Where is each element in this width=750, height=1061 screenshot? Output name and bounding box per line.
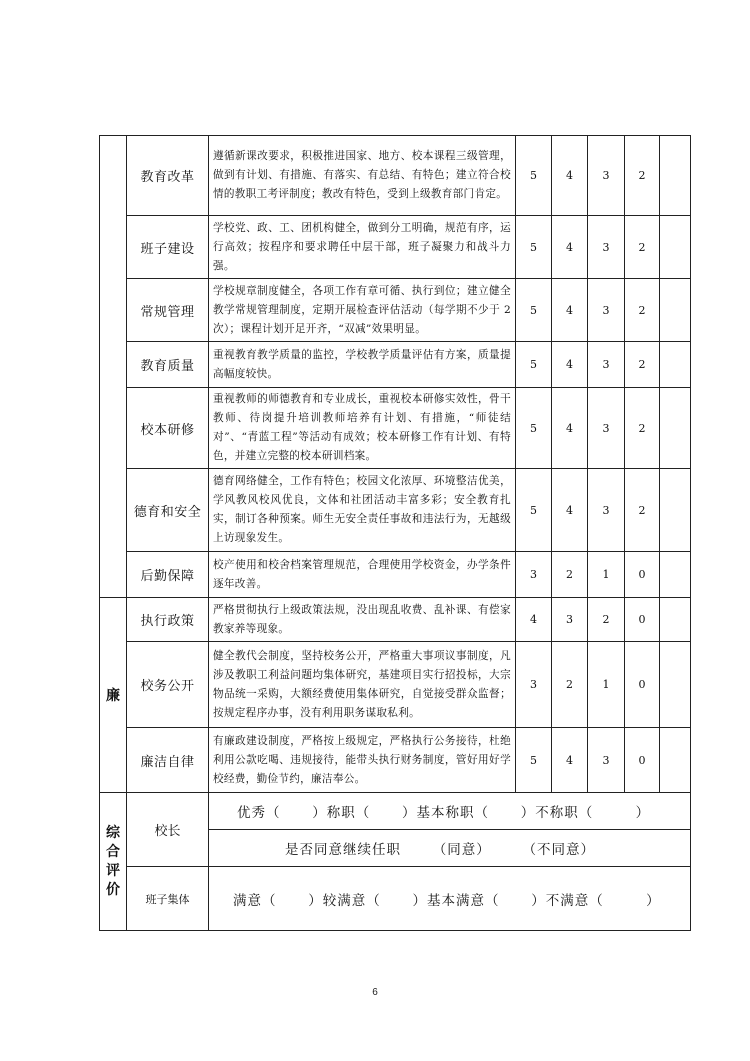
- table-row: [100, 216, 691, 279]
- item-name: 执行政策: [127, 598, 209, 642]
- table-row: [100, 552, 691, 598]
- score-good: 4: [552, 388, 588, 469]
- score-good: 4: [552, 279, 588, 342]
- score-poor: 0: [625, 728, 660, 793]
- evaluation-table: [99, 135, 691, 931]
- score-fair: 3: [588, 136, 625, 216]
- item-description: 遵循新课改要求，积极推进国家、地方、校本课程三级管理，做到有计划、有措施、有落实、有总结、有特色；建立符合校情的教职工考评制度；教改有特色，受到上级教育部门肯定。: [209, 136, 516, 216]
- blank-cell: [660, 342, 691, 388]
- score-poor: 2: [625, 388, 660, 469]
- blank-cell: [660, 642, 691, 728]
- score-fair: 1: [588, 552, 625, 598]
- blank-cell: [660, 279, 691, 342]
- item-name: 后勤保障: [127, 552, 209, 598]
- score-good: 2: [552, 642, 588, 728]
- blank-cell: [660, 136, 691, 216]
- score-excellent: 5: [516, 216, 552, 279]
- blank-cell: [660, 552, 691, 598]
- score-good: 4: [552, 216, 588, 279]
- team-rating-line: 满意（ ）较满意（ ）基本满意（ ）不满意（ ）: [209, 867, 691, 931]
- item-description: 健全教代会制度，坚持校务公开，严格重大事项议事制度，凡涉及教职工利益问题均集体研究，基建项目实行招投标，大宗物品统一采购，大额经费使用集体研究，自觉接受群众监督；按规定程序办事，没有利用职务谋取私利。: [209, 642, 516, 728]
- category-label-lian: 廉: [100, 598, 127, 793]
- score-poor: 2: [625, 469, 660, 552]
- table-row: [100, 136, 691, 216]
- item-name: 常规管理: [127, 279, 209, 342]
- item-description: 重视教师的师德教育和专业成长，重视校本研修实效性，骨干教师、待岗提升培训教师培养有计划、有措施，“师徒结对”、“青蓝工程”等活动有成效；校本研修工作有计划、有特色，并建立完整的校本研训档案。: [209, 388, 516, 469]
- item-description: 学校党、政、工、团机构健全，做到分工明确，规范有序，运行高效；按程序和要求聘任中层干部，班子凝聚力和战斗力强。: [209, 216, 516, 279]
- table-row: [100, 728, 691, 793]
- score-fair: 3: [588, 342, 625, 388]
- score-excellent: 4: [516, 598, 552, 642]
- item-description: 学校规章制度健全，各项工作有章可循、执行到位；建立健全教学常规管理制度，定期开展检查评估活动（每学期不少于 2 次）；课程计划开足开齐，“双减”效果明显。: [209, 279, 516, 342]
- item-name: 校务公开: [127, 642, 209, 728]
- score-excellent: 3: [516, 642, 552, 728]
- score-poor: 2: [625, 136, 660, 216]
- blank-cell: [660, 388, 691, 469]
- table-row: [100, 793, 691, 830]
- table-row: [100, 642, 691, 728]
- team-label: 班子集体: [127, 867, 209, 931]
- score-fair: 3: [588, 388, 625, 469]
- score-fair: 3: [588, 216, 625, 279]
- table-row: [100, 279, 691, 342]
- score-fair: 3: [588, 469, 625, 552]
- score-excellent: 5: [516, 388, 552, 469]
- score-excellent: 3: [516, 552, 552, 598]
- score-good: 2: [552, 552, 588, 598]
- category-label-evaluation: [100, 793, 127, 931]
- item-description: 重视教育教学质量的监控，学校教学质量评估有方案，质量提高幅度较快。: [209, 342, 516, 388]
- item-name: 班子建设: [127, 216, 209, 279]
- table-row: [100, 598, 691, 642]
- blank-cell: [660, 469, 691, 552]
- score-good: 4: [552, 469, 588, 552]
- blank-cell: [660, 598, 691, 642]
- item-name: 校本研修: [127, 388, 209, 469]
- category-cell-blank: [100, 136, 127, 598]
- blank-cell: [660, 728, 691, 793]
- principal-rating-line: 优秀（ ）称职（ ）基本称职（ ）不称职（ ）: [209, 793, 691, 830]
- score-excellent: 5: [516, 469, 552, 552]
- reappointment-line: 是否同意继续任职 （同意） （不同意）: [209, 830, 691, 867]
- table-row: [100, 388, 691, 469]
- item-description: 校产使用和校舍档案管理规范，合理使用学校资金，办学条件逐年改善。: [209, 552, 516, 598]
- item-name: 德育和安全: [127, 469, 209, 552]
- item-description: 德育网络健全，工作有特色；校园文化浓厚、环境整洁优美，学风教风校风优良，文体和社团活动丰富多彩；安全教育扎实，制订各种预案。师生无安全责任事故和违法行为，无越级上访现象发生。: [209, 469, 516, 552]
- score-fair: 3: [588, 728, 625, 793]
- score-fair: 2: [588, 598, 625, 642]
- category-label-text: 综合评价: [106, 824, 120, 898]
- score-poor: 2: [625, 342, 660, 388]
- item-name: 廉洁自律: [127, 728, 209, 793]
- score-poor: 2: [625, 216, 660, 279]
- score-fair: 1: [588, 642, 625, 728]
- score-poor: 0: [625, 552, 660, 598]
- page-number: 6: [372, 987, 378, 998]
- score-good: 4: [552, 728, 588, 793]
- principal-label: 校长: [127, 793, 209, 867]
- score-poor: 2: [625, 279, 660, 342]
- score-good: 4: [552, 136, 588, 216]
- blank-cell: [660, 216, 691, 279]
- table-row: [100, 469, 691, 552]
- score-poor: 0: [625, 642, 660, 728]
- item-description: 有廉政建设制度，严格按上级规定，严格执行公务接待，杜绝利用公款吃喝、违规接待，能带头执行财务制度，管好用好学校经费，勤俭节约，廉洁奉公。: [209, 728, 516, 793]
- score-good: 3: [552, 598, 588, 642]
- item-description: 严格贯彻执行上级政策法规，没出现乱收费、乱补课、有偿家教家养等现象。: [209, 598, 516, 642]
- item-name: 教育质量: [127, 342, 209, 388]
- score-fair: 3: [588, 279, 625, 342]
- score-excellent: 5: [516, 279, 552, 342]
- score-good: 4: [552, 342, 588, 388]
- item-name: 教育改革: [127, 136, 209, 216]
- score-excellent: 5: [516, 342, 552, 388]
- table-row: [100, 867, 691, 931]
- score-poor: 0: [625, 598, 660, 642]
- score-excellent: 5: [516, 728, 552, 793]
- score-excellent: 5: [516, 136, 552, 216]
- table-row: [100, 342, 691, 388]
